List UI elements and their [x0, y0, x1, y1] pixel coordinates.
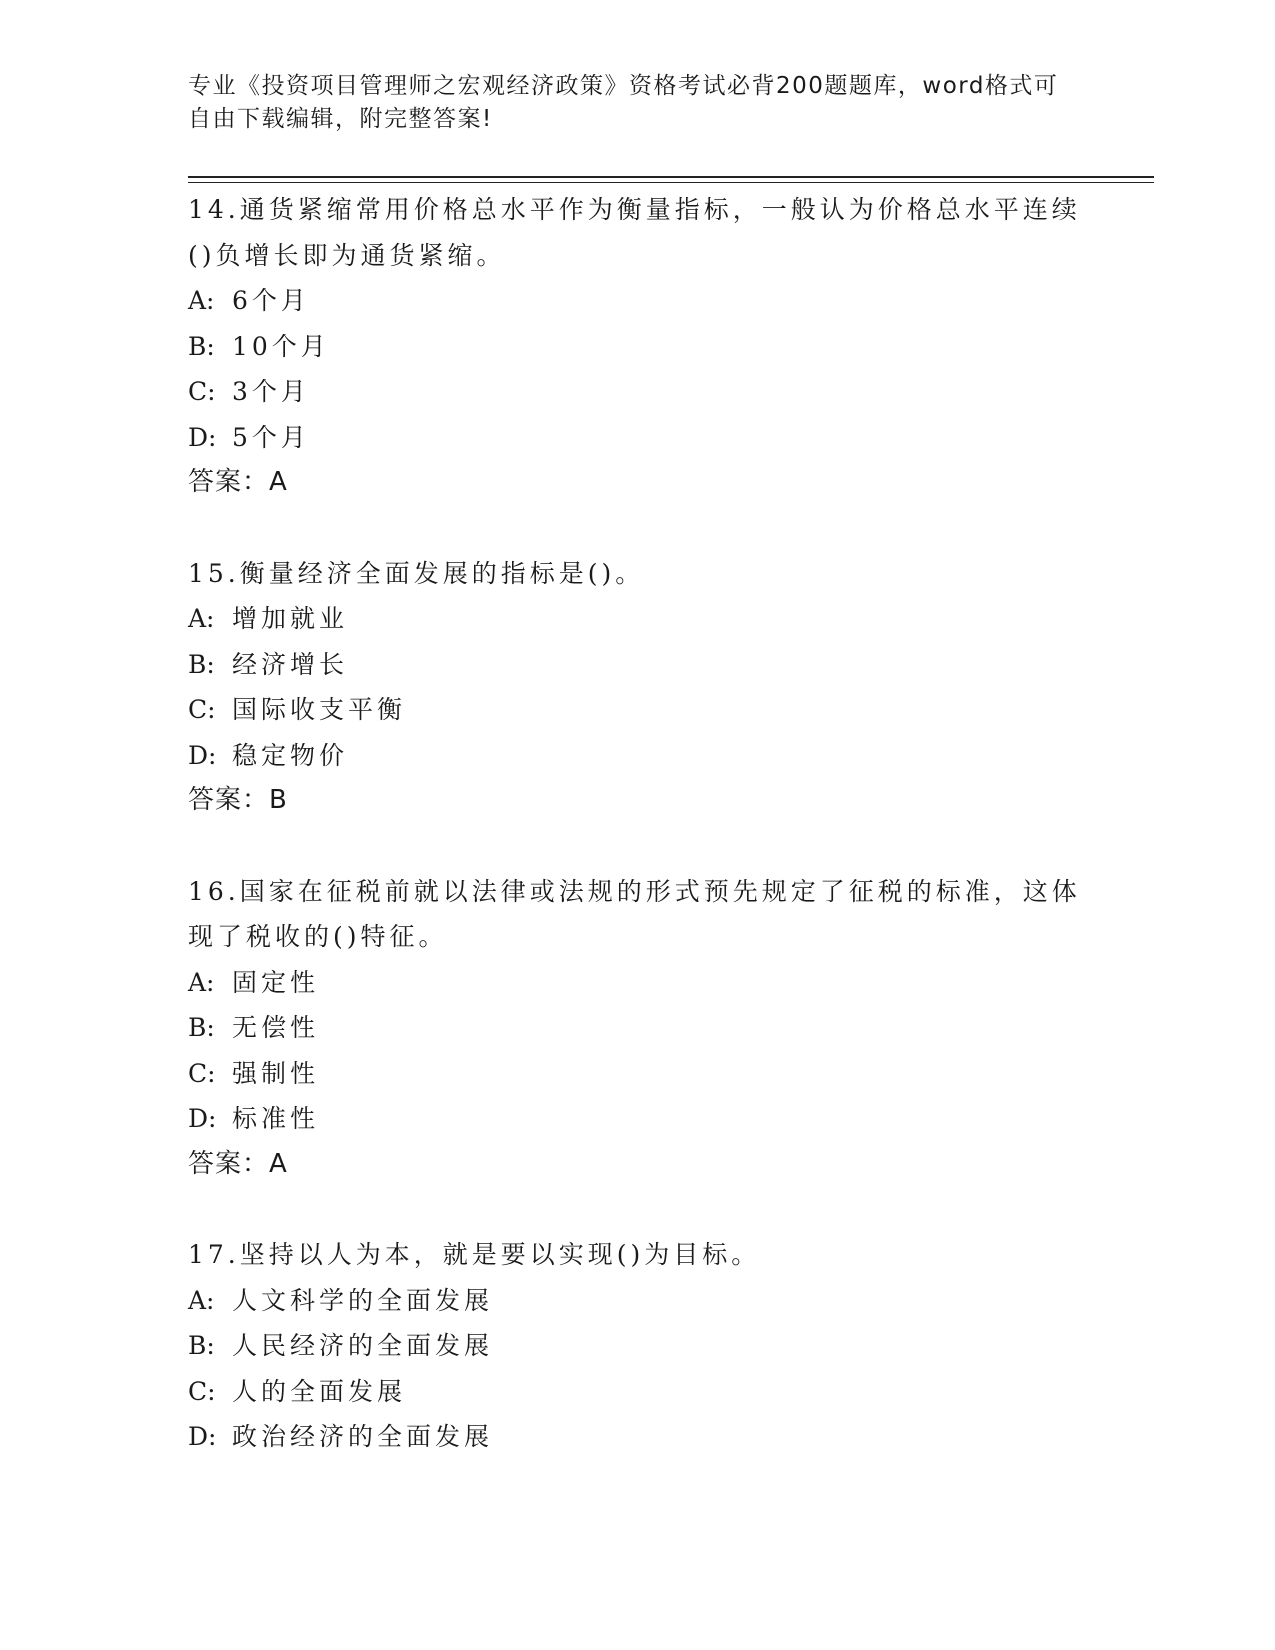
- option-letter: C:: [188, 695, 216, 724]
- option-letter: B:: [188, 331, 215, 361]
- option-letter: A:: [188, 286, 215, 315]
- option-b: [188, 324, 1154, 370]
- option-letter: D:: [188, 740, 217, 770]
- question-stem-line: ()负增长即为通货紧缩。: [188, 240, 506, 270]
- option-text: 增加就业: [232, 604, 349, 633]
- answer-line: [188, 778, 1154, 824]
- answer-label: 答案：: [188, 785, 270, 815]
- option-b: [188, 642, 1154, 688]
- header-divider-thick: [188, 176, 1154, 178]
- option-c: [188, 1051, 1154, 1097]
- question-17: [188, 1232, 1154, 1460]
- option-letter: D:: [188, 1104, 217, 1133]
- option-c: [188, 369, 1154, 415]
- option-letter: B:: [188, 649, 215, 679]
- option-letter: D:: [188, 1422, 217, 1451]
- option-text: 强制性: [232, 1058, 320, 1088]
- option-text: 标准性: [232, 1104, 320, 1133]
- option-letter: C:: [188, 1058, 216, 1088]
- question-list: [188, 187, 1154, 1505]
- option-letter: C:: [188, 377, 216, 406]
- option-letter: B:: [188, 1331, 215, 1360]
- option-letter: D:: [188, 422, 217, 452]
- option-text: 人文科学的全面发展: [232, 1285, 494, 1315]
- option-a: [188, 278, 1154, 324]
- option-a: [188, 596, 1154, 642]
- option-text: 稳定物价: [232, 740, 349, 770]
- question-stem-line: 现了税收的()特征。: [188, 922, 448, 951]
- option-a: [188, 960, 1154, 1006]
- question-stem-line: 16.国家在征税前就以法律或法规的形式预先规定了征税的标准，这体: [188, 876, 1081, 906]
- answer-label: 答案：: [188, 1148, 270, 1179]
- header-divider-thin: [188, 182, 1154, 183]
- option-text: 经济增长: [232, 649, 349, 679]
- option-a: [188, 1278, 1154, 1324]
- question-stem-line: 14.通货紧缩常用价格总水平作为衡量指标，一般认为价格总水平连续: [188, 195, 1081, 224]
- option-c: [188, 687, 1154, 733]
- question-stem-line: 15.衡量经济全面发展的指标是()。: [188, 558, 645, 588]
- option-text: 人民经济的全面发展: [232, 1331, 494, 1360]
- option-d: [188, 1096, 1154, 1142]
- option-d: [188, 733, 1154, 779]
- header-line-2: 自由下载编辑，附完整答案!: [188, 106, 493, 132]
- header-line-1: 专业《投资项目管理师之宏观经济政策》资格考试必背200题题库，word格式可: [188, 73, 1059, 99]
- option-d: [188, 415, 1154, 461]
- option-d: [188, 1414, 1154, 1460]
- option-text: 人的全面发展: [232, 1376, 407, 1406]
- question-15: [188, 551, 1154, 824]
- question-16: [188, 869, 1154, 1188]
- document-header: [188, 70, 1088, 136]
- answer-value: A: [269, 1148, 288, 1179]
- option-text: 国际收支平衡: [232, 695, 407, 724]
- option-letter: A:: [188, 604, 215, 633]
- answer-line: [188, 1142, 1154, 1188]
- option-text: 3个月: [232, 377, 310, 406]
- option-letter: A:: [188, 967, 215, 997]
- answer-value: A: [269, 467, 288, 497]
- question-14: [188, 187, 1154, 506]
- option-c: [188, 1369, 1154, 1415]
- option-text: 固定性: [232, 967, 320, 997]
- option-b: [188, 1323, 1154, 1369]
- option-text: 政治经济的全面发展: [232, 1422, 494, 1451]
- answer-line: [188, 460, 1154, 506]
- option-letter: A:: [188, 1285, 215, 1315]
- option-letter: B:: [188, 1013, 215, 1042]
- option-text: 无偿性: [232, 1013, 320, 1042]
- question-stem-line: 17.坚持以人为本，就是要以实现()为目标。: [188, 1240, 761, 1269]
- option-text: 10个月: [232, 331, 330, 361]
- option-text: 6个月: [232, 286, 310, 315]
- answer-value: B: [269, 785, 288, 815]
- option-b: [188, 1005, 1154, 1051]
- answer-label: 答案：: [188, 467, 270, 497]
- option-text: 5个月: [232, 422, 310, 452]
- option-letter: C:: [188, 1376, 216, 1406]
